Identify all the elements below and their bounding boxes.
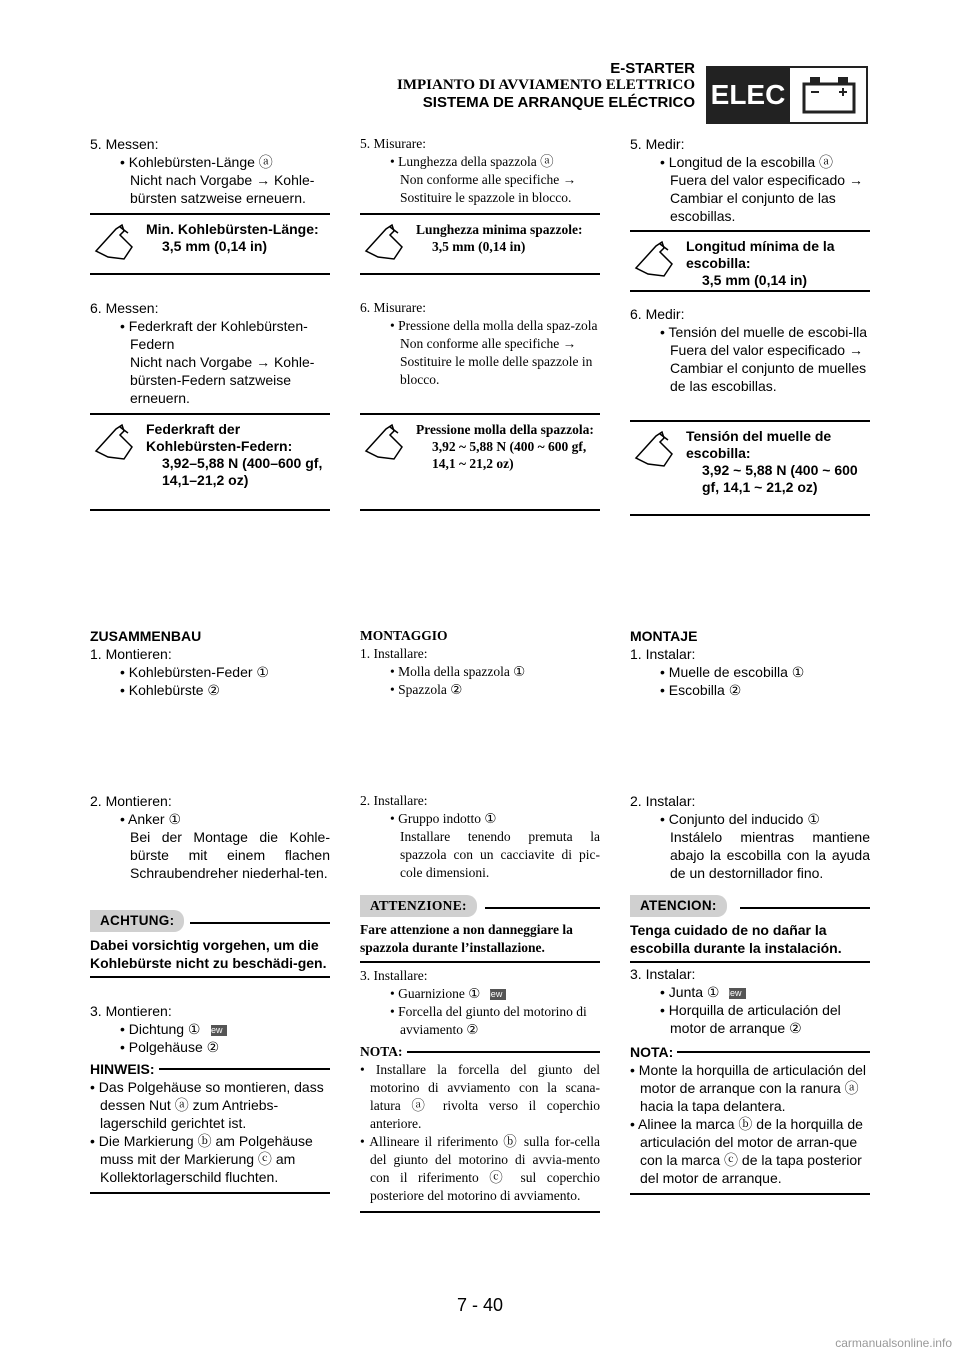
step-5-item: • Longitud de la escobilla ⓐ bbox=[660, 154, 834, 170]
assembly-step-3-item-1: • Guarnizione ① bbox=[390, 986, 481, 1001]
step-5-item: • Lunghezza della spazzola ⓐ bbox=[390, 154, 554, 169]
battery-icon bbox=[794, 70, 864, 120]
assembly-step-1-item-1: • Muelle de escobilla ① bbox=[660, 664, 805, 680]
assembly-step-3-item-2: • Horquilla de articulación del motor de arranque ② bbox=[660, 1002, 841, 1036]
caution-box bbox=[90, 910, 330, 978]
step-6: 6. Messen: bbox=[90, 300, 159, 316]
caution-text: Dabei vorsichtig vorgehen, um die Kohlebürste nicht zu beschädi-gen. bbox=[90, 936, 330, 978]
wrench-hand-icon bbox=[364, 421, 404, 461]
step-6-text: Fuera del valor especificado → Cambiar el conjunto de muelles de las escobillas. bbox=[670, 342, 867, 394]
note-item-1: • Installare la forcella del giunto del motorino di avviamento con la scana-latura ⓐ rivolta verso il coperchio anteriore. bbox=[360, 1062, 600, 1131]
step-6-item: • Federkraft der Kohlebürsten-Federn bbox=[120, 318, 308, 352]
spec-title: Lunghezza minima spazzole: bbox=[416, 222, 583, 237]
new-part-badge: New bbox=[490, 989, 506, 1000]
spec-value: 3,92 ~ 5,88 N (400 ~ 600 gf, 14,1 ~ 21,2 oz) bbox=[432, 439, 587, 471]
assembly-step-1: 1. Montieren: bbox=[90, 646, 172, 662]
caution-label: ATTENZIONE: bbox=[360, 895, 477, 917]
note-item-1: • Das Polgehäuse so montieren, dass dessen Nut ⓐ zum Antriebs-lagerschild gerichtet ist. bbox=[90, 1079, 324, 1131]
assembly-step-1-item-1: • Kohlebürsten-Feder ① bbox=[120, 664, 269, 680]
assembly-step-3-item-2: • Forcella del giunto del motorino di avviamento ② bbox=[390, 1004, 587, 1037]
wrench-hand-icon bbox=[94, 221, 134, 261]
note-label: NOTA: bbox=[360, 1044, 403, 1059]
new-part-badge: New bbox=[211, 1025, 227, 1036]
note-label: HINWEIS: bbox=[90, 1061, 155, 1077]
assembly-step-2-item: • Anker ① bbox=[120, 811, 182, 827]
new-part-badge: New bbox=[729, 988, 745, 999]
caution-box bbox=[360, 895, 600, 963]
assembly-step-3-item-1: • Junta ① bbox=[660, 984, 720, 1000]
assembly-step-2-text: Installare tenendo premuta la spazzola con un cacciavite di pic-cole dimensioni. bbox=[400, 829, 600, 880]
assembly-step-1-item-1: • Molla della spazzola ① bbox=[390, 664, 526, 679]
assembly-step-3-item-1: • Dichtung ① bbox=[120, 1021, 201, 1037]
wrench-hand-icon bbox=[94, 421, 134, 461]
spec-title: Pressione molla della spazzola: bbox=[416, 422, 594, 437]
page-number: 7 - 40 bbox=[456, 1295, 504, 1315]
spec-title: Longitud mínima de la escobilla: bbox=[686, 238, 835, 271]
assembly-step-1-item-2: • Kohlebürste ② bbox=[120, 682, 220, 698]
assembly-step-2: 2. Installare: bbox=[360, 793, 428, 808]
step-5-text: Nicht nach Vorgabe → Kohle-bürsten satzweise erneuern. bbox=[130, 172, 315, 206]
assembly-step-2: 2. Montieren: bbox=[90, 793, 172, 809]
note-box bbox=[630, 1043, 870, 1195]
assembly-step-2: 2. Instalar: bbox=[630, 793, 696, 809]
step-6-item: • Pressione della molla della spaz-zola bbox=[390, 318, 598, 333]
assembly-step-1: 1. Installare: bbox=[360, 646, 428, 661]
step-5-item: • Kohlebürsten-Länge ⓐ bbox=[120, 154, 273, 170]
note-box bbox=[90, 1060, 330, 1194]
wrench-hand-icon bbox=[364, 221, 404, 261]
header-line-1: E-STARTER bbox=[610, 60, 695, 77]
spec-value: 3,92–5,88 N (400–600 gf, 14,1–21,2 oz) bbox=[162, 455, 323, 488]
assembly-step-2-text: Instálelo mientras mantiene abajo la escobilla con la ayuda de un destornillador fino. bbox=[670, 829, 870, 881]
note-item-1: • Monte la horquilla de articulación del motor de arranque con la ranura ⓐ hacia la tapa delantera. bbox=[630, 1062, 867, 1114]
assembly-step-2-text: Bei der Montage die Kohle-bürste mit einem flachen Schraubendreher niederhal-ten. bbox=[130, 829, 330, 881]
step-6-text: Non conforme alle specifiche → Sostituire le molle delle spazzole in blocco. bbox=[400, 336, 593, 387]
caution-label: ATENCION: bbox=[630, 895, 727, 917]
assembly-step-1-item-2: • Escobilla ② bbox=[660, 682, 742, 698]
assembly-step-1: 1. Instalar: bbox=[630, 646, 696, 662]
spec-box-brush-length bbox=[90, 213, 330, 275]
header-line-3: SISTEMA DE ARRANQUE ELÉCTRICO bbox=[422, 94, 695, 111]
step-5: 5. Misurare: bbox=[360, 136, 426, 151]
assembly-step-3-item-2: • Polgehäuse ② bbox=[120, 1039, 220, 1055]
watermark: carmanualsonline.info bbox=[835, 1336, 952, 1350]
note-item-2: • Alinee la marca ⓑ de la horquilla de articulación del motor de arran-que con la marca ⓒ de la tapa posterior del motor de arranque. bbox=[630, 1116, 863, 1186]
spec-box-spring-force bbox=[360, 413, 600, 511]
section-badge: ELEC bbox=[706, 66, 790, 124]
section-heading: MONTAJE bbox=[630, 628, 698, 644]
note-item-2: • Allineare il riferimento ⓑ sulla for-cella del giunto del motorino di avvia-mento con il riferimento ⓒ sul coperchio posteriore del motorino di avviamento. bbox=[360, 1134, 600, 1203]
spec-title: Federkraft der Kohlebürsten-Federn: bbox=[146, 421, 293, 454]
step-6-item: • Tensión del muelle de escobi-lla bbox=[660, 324, 867, 340]
caution-text: Fare attenzione a non danneggiare la spazzola durante l’installazione. bbox=[360, 921, 600, 963]
caution-text: Tenga cuidado de no dañar la escobilla durante la instalación. bbox=[630, 921, 870, 963]
caution-box bbox=[630, 895, 870, 963]
spec-box-brush-length bbox=[630, 230, 870, 292]
spec-title: Tensión del muelle de escobilla: bbox=[686, 428, 832, 461]
wrench-hand-icon bbox=[634, 238, 674, 278]
assembly-step-3: 3. Instalar: bbox=[630, 966, 696, 982]
assembly-step-3: 3. Installare: bbox=[360, 968, 428, 983]
assembly-step-2-item: • Gruppo indotto ① bbox=[390, 811, 497, 826]
spec-value: 3,5 mm (0,14 in) bbox=[162, 238, 268, 254]
page-header bbox=[397, 60, 695, 111]
spec-title: Min. Kohlebürsten-Länge: bbox=[146, 221, 319, 237]
spec-box-brush-length bbox=[360, 213, 600, 275]
step-6: 6. Misurare: bbox=[360, 300, 426, 315]
note-item-2: • Die Markierung ⓑ am Polgehäuse muss mit der Markierung ⓒ am Kollektorlagerschild fluchten. bbox=[90, 1133, 313, 1185]
spec-value: 3,5 mm (0,14 in) bbox=[702, 272, 808, 288]
spec-value: 3,5 mm (0,14 in) bbox=[432, 239, 526, 254]
step-5-text: Non conforme alle specifiche → Sostituire le spazzole in blocco. bbox=[400, 172, 577, 205]
note-box bbox=[360, 1043, 600, 1213]
assembly-step-1-item-2: • Spazzola ② bbox=[390, 682, 463, 697]
step-6: 6. Medir: bbox=[630, 306, 685, 322]
spec-box-spring-force bbox=[90, 413, 330, 511]
section-heading: ZUSAMMENBAU bbox=[90, 628, 202, 644]
assembly-step-2-item: • Conjunto del inducido ① bbox=[660, 811, 820, 827]
note-label: NOTA: bbox=[630, 1044, 674, 1060]
step-5: 5. Messen: bbox=[90, 136, 159, 152]
step-5-text: Fuera del valor especificado → Cambiar el conjunto de las escobillas. bbox=[670, 172, 863, 224]
caution-label: ACHTUNG: bbox=[90, 910, 184, 932]
step-5: 5. Medir: bbox=[630, 136, 685, 152]
spec-box-spring-tension bbox=[630, 420, 870, 516]
section-heading: MONTAGGIO bbox=[360, 628, 448, 643]
assembly-step-3: 3. Montieren: bbox=[90, 1003, 172, 1019]
wrench-hand-icon bbox=[634, 428, 674, 468]
step-6-text: Nicht nach Vorgabe → Kohle-bürsten-Federn satzweise erneuern. bbox=[130, 354, 315, 406]
header-line-2: IMPIANTO DI AVVIAMENTO ELETTRICO bbox=[397, 77, 695, 93]
spec-value: 3,92 ~ 5,88 N (400 ~ 600 gf, 14,1 ~ 21,2 oz) bbox=[702, 462, 858, 495]
